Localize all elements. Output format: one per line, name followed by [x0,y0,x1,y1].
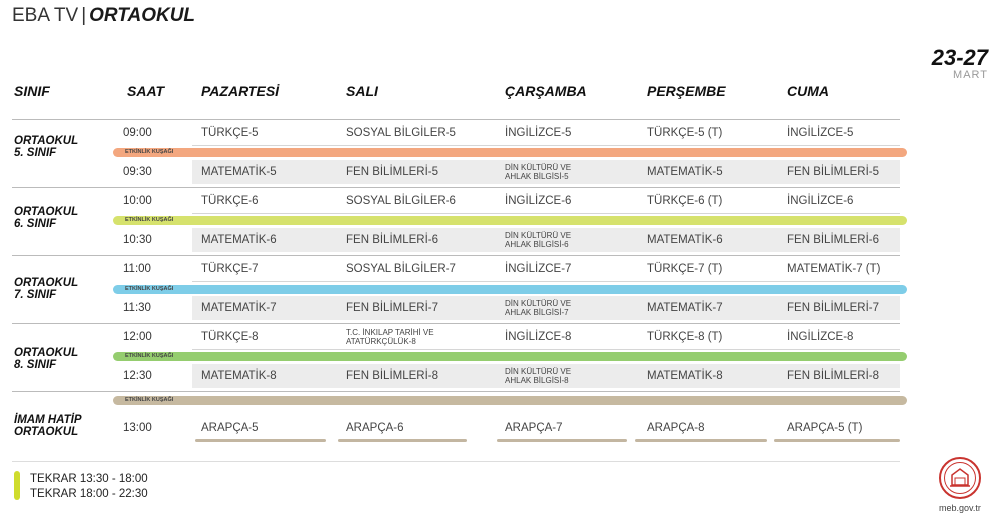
time-slot: 12:00 [123,331,152,343]
cell-underline [497,439,627,442]
table-cell: ARAPÇA-5 (T) [787,422,863,434]
table-cell-line: ATATÜRKÇÜLÜK-8 [346,337,416,346]
table-cell: İNGİLİZCE-8 [787,331,854,343]
table-cell: MATEMATİK-7 (T) [787,263,881,275]
table-divider [12,187,900,188]
table-cell: TÜRKÇE-7 (T) [647,263,723,275]
table-cell: İNGİLİZCE-6 [787,195,854,207]
time-slot: 13:00 [123,422,152,434]
table-cell: MATEMATİK-6 [201,234,277,246]
time-slot: 09:00 [123,127,152,139]
table-cell: ARAPÇA-7 [505,422,563,434]
column-header: SALI [346,83,378,99]
table-cell: MATEMATİK-7 [647,302,723,314]
table-cell: FEN BİLİMLERİ-5 [346,166,439,178]
table-cell: MATEMATİK-8 [647,370,723,382]
page-header [12,5,195,27]
time-slot: 09:30 [123,166,152,178]
grade-label-line: 8. SINIF [14,359,57,371]
table-cell: MATEMATİK-7 [201,302,277,314]
table-cell: FEN BİLİMLERİ-8 [346,370,439,382]
table-cell: FEN BİLİMLERİ-7 [787,302,880,314]
cell-underline [338,439,467,442]
table-cell: FEN BİLİMLERİ-7 [346,302,439,314]
break-label: ETKİNLİK KUŞAĞI [125,217,174,223]
table-cell: TÜRKÇE-5 [201,127,259,139]
column-header: PERŞEMBE [647,83,726,99]
grade-label-line: ORTAOKUL [14,277,79,289]
table-divider [12,391,900,392]
header-left: EBA TV [12,5,79,26]
break-bar [113,148,907,157]
table-cell: İNGİLİZCE-7 [505,263,572,275]
grade-label-line: ORTAOKUL [14,426,79,438]
break-label: ETKİNLİK KUŞAĞI [125,286,174,292]
grade-label-line: 7. SINIF [14,289,57,301]
table-cell: MATEMATİK-5 [647,166,723,178]
header-right: ORTAOKUL [89,5,196,26]
table-cell: TÜRKÇE-8 [201,331,259,343]
cell-underline [774,439,900,442]
legend-repeat-2: TEKRAR 18:00 - 22:30 [30,488,148,500]
table-cell [505,299,571,317]
table-cell: FEN BİLİMLERİ-6 [346,234,439,246]
grade-label-line: ORTAOKUL [14,135,79,147]
table-cell-line: AHLAK BİLGİSİ-5 [505,172,569,181]
table-cell [505,231,571,249]
table-cell-line: AHLAK BİLGİSİ-6 [505,240,569,249]
time-slot: 10:00 [123,195,152,207]
break-label: ETKİNLİK KUŞAĞI [125,149,174,155]
cell-underline [635,439,767,442]
break-bar [113,216,907,225]
break-bar [113,352,907,361]
grade-label-line: ORTAOKUL [14,206,79,218]
table-cell-line: AHLAK BİLGİSİ-8 [505,376,569,385]
column-header: SINIF [14,83,50,99]
table-cell: TÜRKÇE-8 (T) [647,331,723,343]
table-cell [505,163,571,181]
bottom-divider [12,461,900,462]
grade-label [14,277,78,301]
table-cell: ARAPÇA-8 [647,422,705,434]
time-slot: 12:30 [123,370,152,382]
legend-repeat-1: TEKRAR 13:30 - 18:00 [30,473,148,485]
table-cell [505,367,571,385]
table-cell: SOSYAL BİLGİLER-7 [346,263,456,275]
meb-logo-icon [938,456,982,500]
time-slot: 11:30 [123,302,151,314]
break-label: ETKİNLİK KUŞAĞI [125,353,174,359]
column-header: CUMA [787,83,829,99]
header-separator: | [81,5,87,26]
column-header: SAAT [127,83,165,99]
table-cell: ARAPÇA-5 [201,422,259,434]
table-cell: TÜRKÇE-6 (T) [647,195,723,207]
table-cell: MATEMATİK-6 [647,234,723,246]
table-cell: MATEMATİK-8 [201,370,277,382]
table-divider [12,255,900,256]
break-label: ETKİNLİK KUŞAĞI [125,397,174,403]
table-cell [346,328,434,346]
table-cell-line: DİN KÜLTÜRÜ VE [505,299,572,308]
legend-color-bar [14,471,20,500]
table-cell: TÜRKÇE-5 (T) [647,127,723,139]
table-cell: TÜRKÇE-6 [201,195,259,207]
table-cell: MATEMATİK-5 [201,166,277,178]
table-cell: ARAPÇA-6 [346,422,404,434]
grade-label [14,206,78,230]
table-cell: FEN BİLİMLERİ-6 [787,234,880,246]
grade-label-line: 6. SINIF [14,218,57,230]
table-cell-line: DİN KÜLTÜRÜ VE [505,163,572,172]
date-range: 23-27 [931,45,988,70]
break-bar [113,285,907,294]
table-cell: SOSYAL BİLGİLER-6 [346,195,456,207]
column-header: PAZARTESİ [201,83,280,99]
table-divider [12,323,900,324]
table-cell: İNGİLİZCE-8 [505,331,572,343]
table-cell-line: DİN KÜLTÜRÜ VE [505,367,572,376]
table-cell: SOSYAL BİLGİLER-5 [346,127,456,139]
table-cell: FEN BİLİMLERİ-8 [787,370,880,382]
table-cell-line: DİN KÜLTÜRÜ VE [505,231,572,240]
table-cell: İNGİLİZCE-6 [505,195,572,207]
table-cell: TÜRKÇE-7 [201,263,259,275]
grade-label [14,135,78,159]
table-cell-line: T.C. İNKILAP TARİHİ VE [346,328,434,337]
date-month: MART [953,69,988,81]
break-bar [113,396,907,405]
cell-underline [195,439,326,442]
grade-label-line: 5. SINIF [14,147,57,159]
grade-label-line: ORTAOKUL [14,347,79,359]
time-slot: 11:00 [123,263,151,275]
table-cell: İNGİLİZCE-5 [505,127,572,139]
time-slot: 10:30 [123,234,152,246]
footer-site: meb.gov.tr [939,503,981,513]
table-cell: FEN BİLİMLERİ-5 [787,166,880,178]
table-cell-line: AHLAK BİLGİSİ-7 [505,308,569,317]
grade-label-line: İMAM HATİP [14,414,82,426]
grade-label [14,414,82,438]
table-cell: İNGİLİZCE-5 [787,127,854,139]
grade-label [14,347,78,371]
column-header: ÇARŞAMBA [505,83,587,99]
table-divider [12,119,900,120]
